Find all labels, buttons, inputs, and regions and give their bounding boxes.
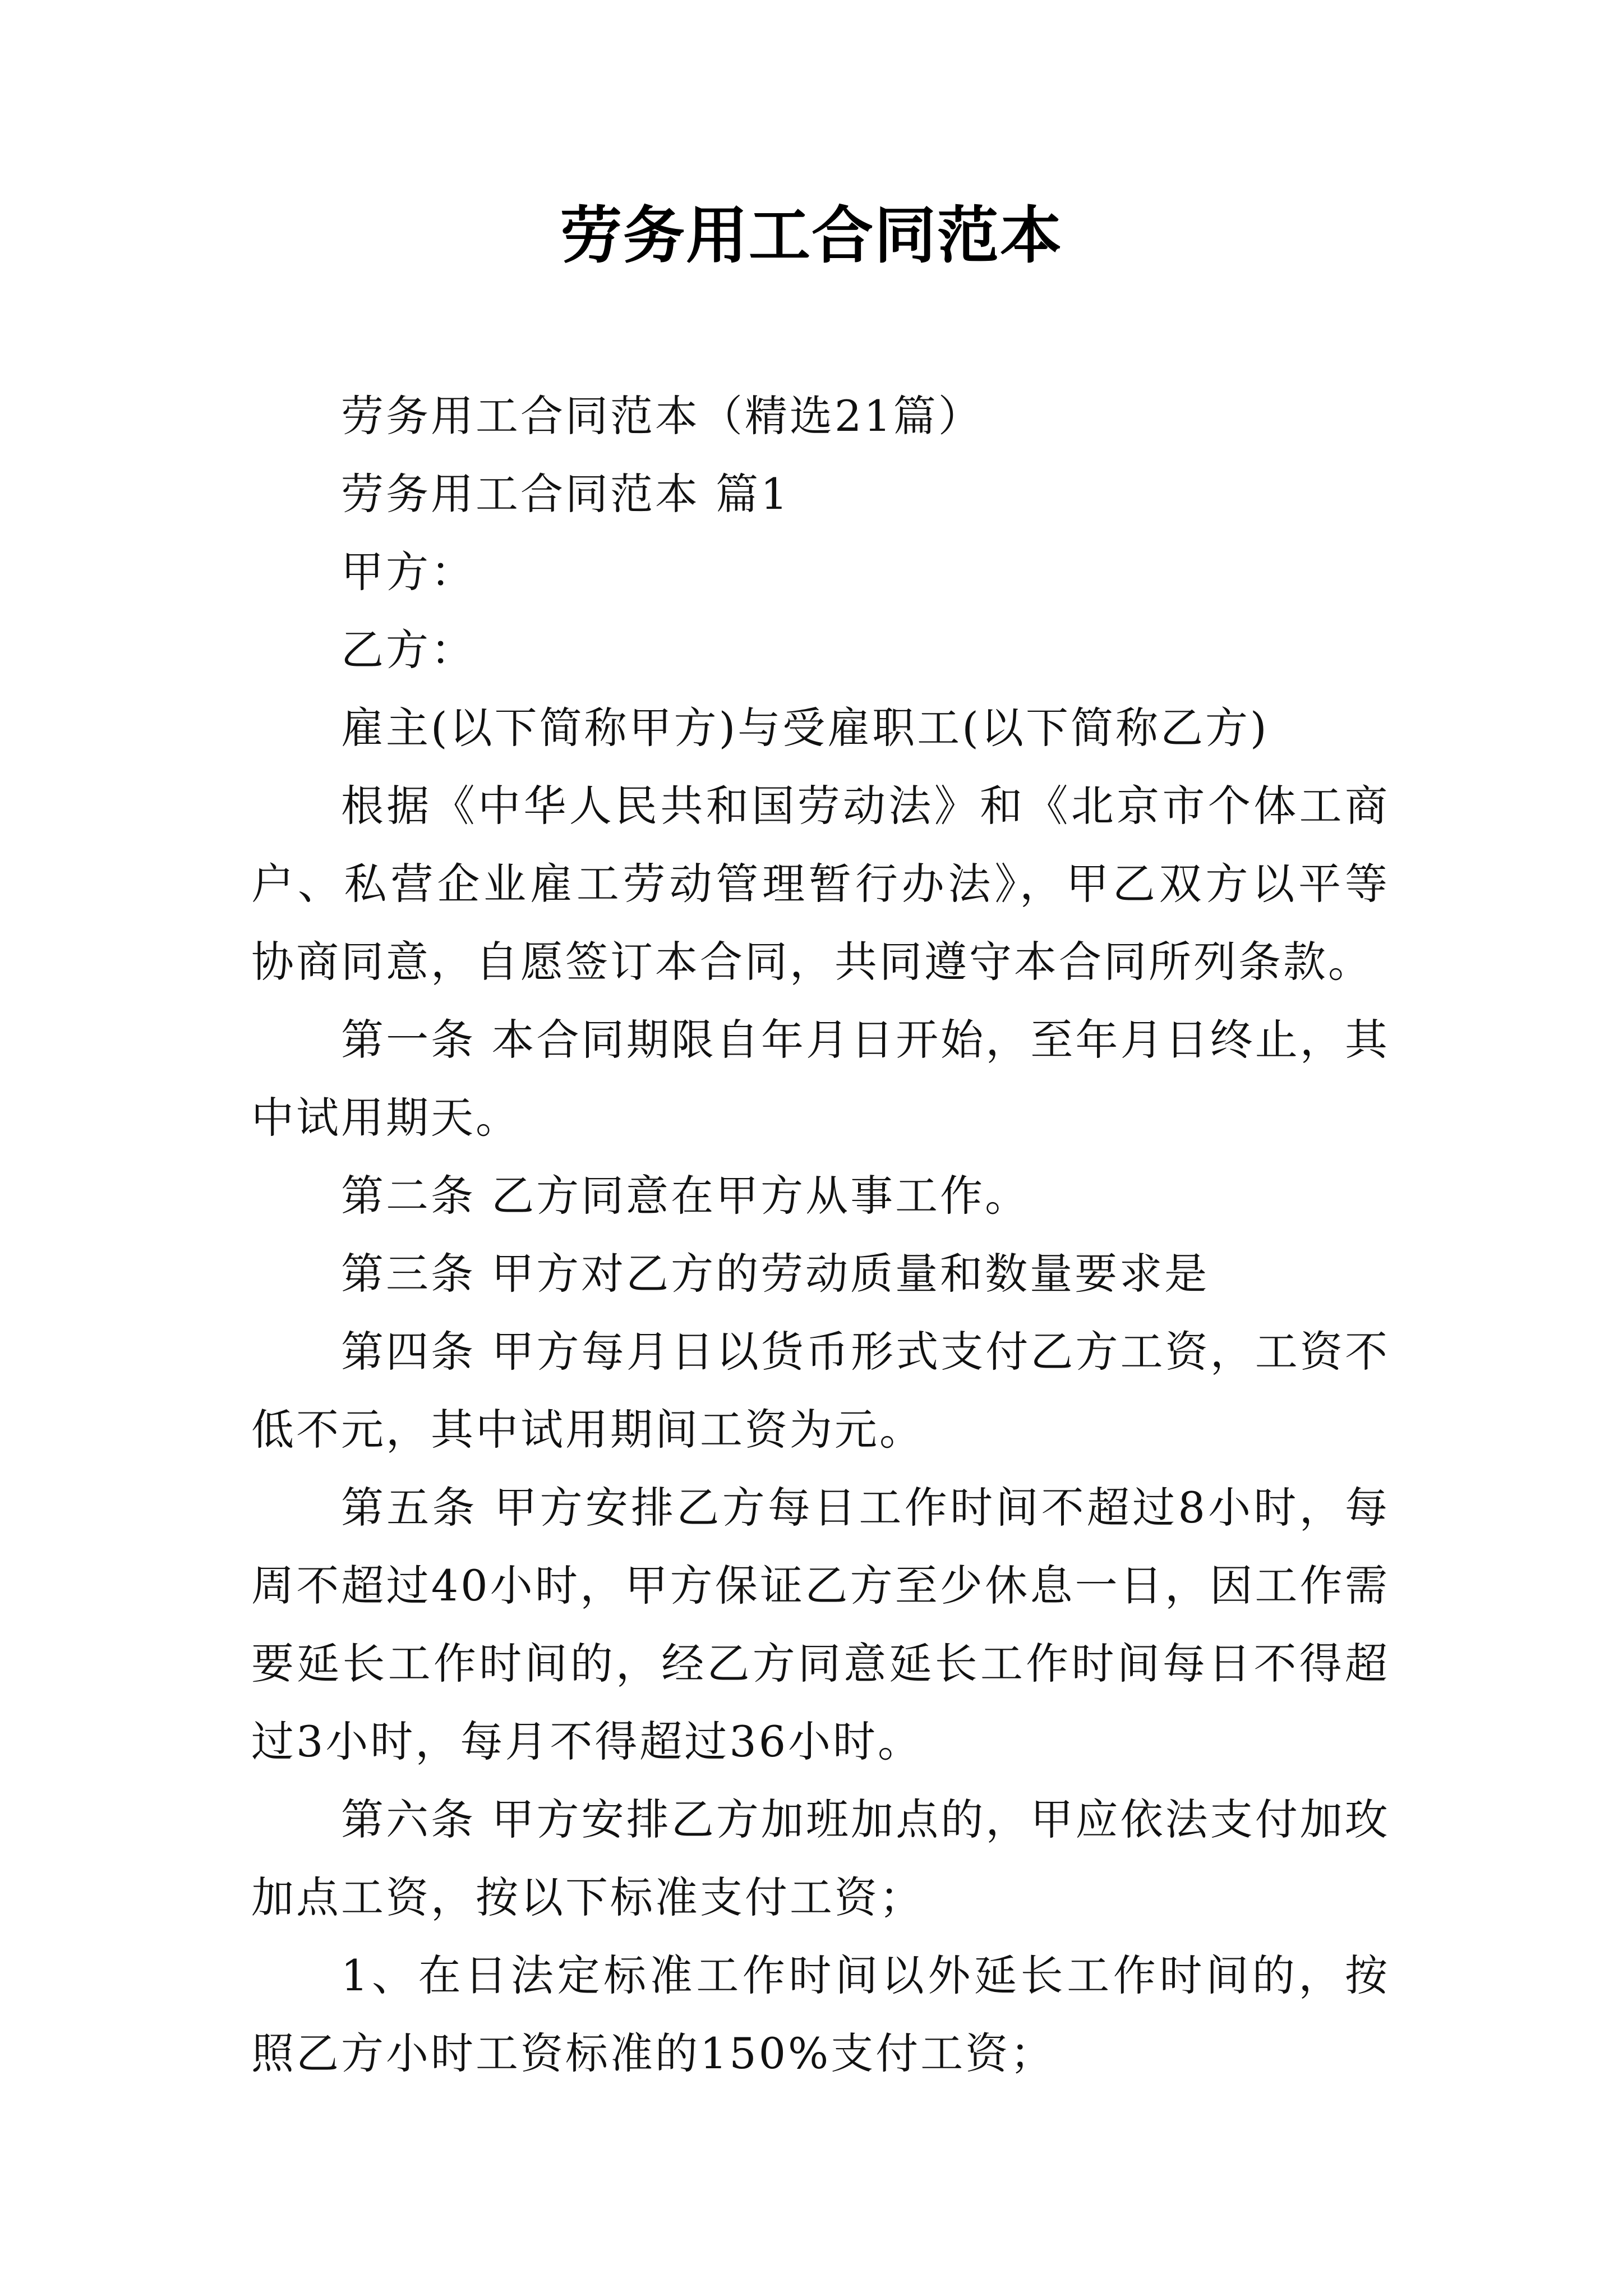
paragraph-article-1: 第一条 本合同期限自年月日开始，至年月日终止，其中试用期天。 (251, 1015, 1390, 1143)
paragraph-item-1: 1、在日法定标准工作时间以外延长工作时间的，按照乙方小时工资标准的150%支付工资； (251, 1950, 1390, 2078)
paragraph-article-6: 第六条 甲方安排乙方加班加点的，甲应依法支付加玫加点工资，按以下标准支付工资； (251, 1795, 1390, 1922)
paragraph-section-heading: 劳务用工合同范本 篇1 (341, 469, 790, 519)
document-body (251, 377, 1390, 2092)
paragraph-preamble: 根据《中华人民共和国劳动法》和《北京市个体工商户、私营企业雇工劳动管理暂行办法》，甲乙双方以平等协商同意，自愿签订本合同，共同遵守本合同所列条款。 (251, 781, 1390, 987)
paragraph-parties-definition: 雇主(以下简称甲方)与受雇职工(以下简称乙方) (341, 703, 1269, 753)
paragraph-article-5: 第五条 甲方安排乙方每日工作时间不超过8小时，每周不超过40小时，甲方保证乙方至少休息一日，因工作需要延长工作时间的，经乙方同意延长工作时间每日不得超过3小时，每月不得超过36小时。 (251, 1483, 1390, 1766)
paragraph-article-2: 第二条 乙方同意在甲方从事工作。 (341, 1171, 1030, 1221)
paragraph-party-b: 乙方： (341, 625, 476, 675)
paragraph-article-3: 第三条 甲方对乙方的劳动质量和数量要求是 (341, 1249, 1210, 1299)
paragraph-article-4: 第四条 甲方每月日以货币形式支付乙方工资，工资不低不元，其中试用期间工资为元。 (251, 1327, 1390, 1455)
document-title: 劳务用工合同范本 (560, 199, 1063, 272)
paragraph-party-a: 甲方： (341, 547, 476, 597)
paragraph-subtitle: 劳务用工合同范本（精选21篇） (341, 391, 983, 441)
